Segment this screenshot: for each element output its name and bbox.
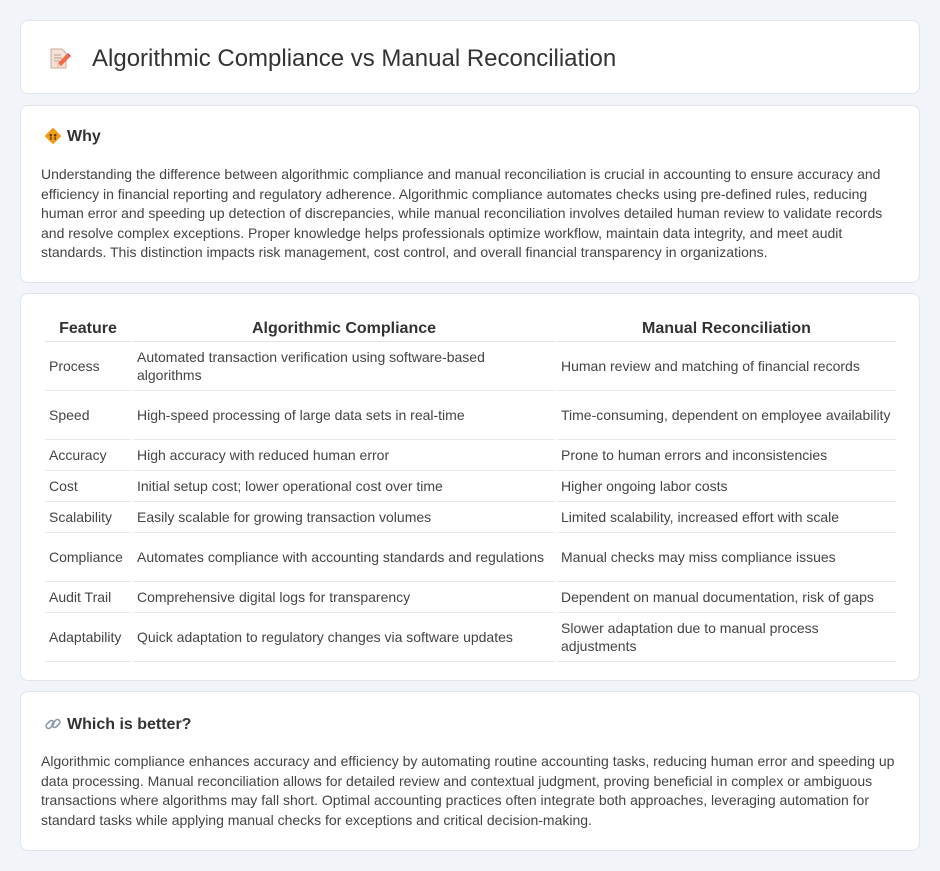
manual-cell: Limited scalability, increased effort with scale [557, 502, 896, 533]
table-row [45, 342, 896, 391]
page-title: Algorithmic Compliance vs Manual Reconciliation [92, 45, 617, 72]
table-row [45, 391, 896, 440]
feature-cell: Process [45, 342, 131, 391]
feature-cell: Audit Trail [45, 582, 131, 613]
link-icon [44, 715, 62, 733]
manual-cell: Higher ongoing labor costs [557, 471, 896, 502]
feature-cell: Compliance [45, 533, 131, 582]
table-row [45, 613, 896, 662]
algorithmic-cell: Initial setup cost; lower operational cost over time [133, 471, 555, 502]
title-card [20, 20, 920, 94]
why-title: Why [67, 128, 101, 145]
table-header-row [45, 314, 896, 342]
manual-cell: Dependent on manual documentation, risk of gaps [557, 582, 896, 613]
which-section [20, 691, 920, 851]
feature-cell: Adaptability [45, 613, 131, 662]
algorithmic-cell: Easily scalable for growing transaction volumes [133, 502, 555, 533]
table-row [45, 440, 896, 471]
table-row [45, 502, 896, 533]
table-row [45, 533, 896, 582]
manual-cell: Time-consuming, dependent on employee availability [557, 391, 896, 440]
algorithmic-cell: Automated transaction verification using software-based algorithms [133, 342, 555, 391]
algorithmic-cell: High-speed processing of large data sets in real-time [133, 391, 555, 440]
diamond-sign-icon [44, 127, 62, 145]
manual-cell: Human review and matching of financial records [557, 342, 896, 391]
manual-cell: Manual checks may miss compliance issues [557, 533, 896, 582]
comparison-table [43, 314, 898, 662]
manual-cell: Prone to human errors and inconsistencies [557, 440, 896, 471]
why-text: Understanding the difference between algorithmic compliance and manual reconciliation is crucial in accounting to ensure accuracy and efficiency in financial reporting and regulatory adherence. Algorithmic compliance automates checks using pre-defined rules, reducing human error and speeding up detection of discrepancies, while manual reconciliation involves detailed human review to validate records and resolve complex exceptions. Proper knowledge helps professionals optimize workflow, maintain data integrity, and meet audit standards. This distinction impacts risk management, cost control, and overall financial transparency in organizations. [41, 166, 883, 261]
comparison-section [20, 293, 920, 681]
feature-cell: Accuracy [45, 440, 131, 471]
feature-cell: Speed [45, 391, 131, 440]
header-feature: Feature [45, 314, 131, 342]
header-manual: Manual Reconciliation [557, 314, 896, 342]
feature-cell: Cost [45, 471, 131, 502]
algorithmic-cell: Quick adaptation to regulatory changes via software updates [133, 613, 555, 662]
which-title: Which is better? [67, 716, 192, 733]
feature-cell: Scalability [45, 502, 131, 533]
why-section [20, 105, 920, 283]
table-row [45, 471, 896, 502]
algorithmic-cell: Automates compliance with accounting standards and regulations [133, 533, 555, 582]
which-text: Algorithmic compliance enhances accuracy and efficiency by automating routine accounting tasks, reducing human error and speeding up data processing. Manual reconciliation allows for detailed review and contextual judgment, proving beneficial in complex or ambiguous transactions where algorithms may fall short. Optimal accounting practices often integrate both approaches, leveraging automation for standard tasks while applying manual checks for exceptions and critical decision-making. [41, 753, 895, 828]
manual-cell: Slower adaptation due to manual process adjustments [557, 613, 896, 662]
header-algorithmic: Algorithmic Compliance [133, 314, 555, 342]
table-row [45, 582, 896, 613]
algorithmic-cell: High accuracy with reduced human error [133, 440, 555, 471]
document-pencil-icon [47, 47, 71, 71]
algorithmic-cell: Comprehensive digital logs for transparency [133, 582, 555, 613]
